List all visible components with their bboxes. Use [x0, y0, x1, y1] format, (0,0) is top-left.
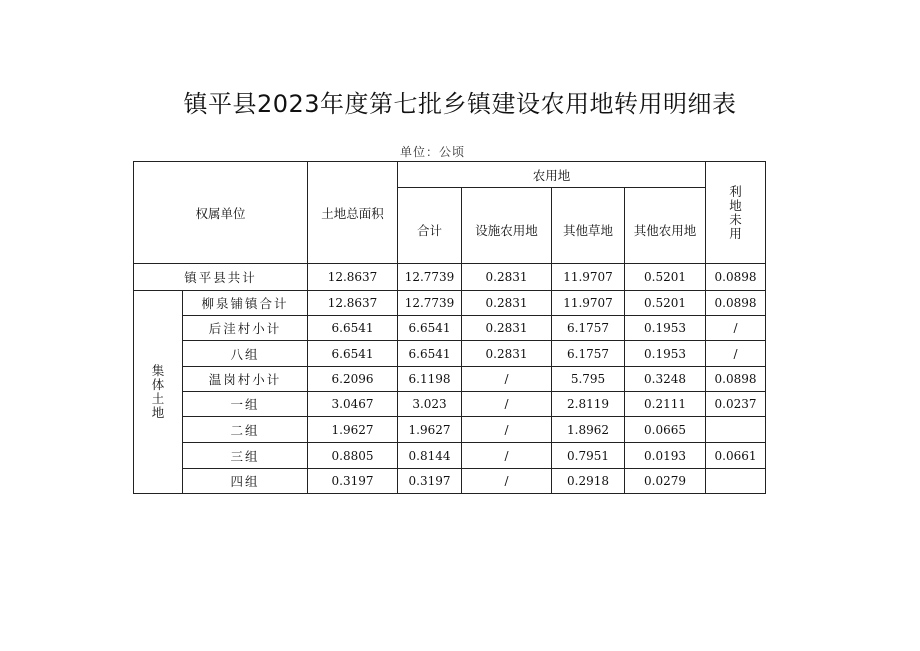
- collective-char: 土: [151, 391, 165, 406]
- table-cell: 0.0665: [625, 417, 706, 443]
- table-cell: /: [706, 341, 766, 367]
- table-cell: /: [462, 469, 552, 494]
- unit-label: 单位：公顷: [400, 145, 466, 159]
- header-facility-land: 设施农用地: [462, 188, 552, 264]
- table-cell: /: [462, 443, 552, 469]
- header-unused-char: 用: [729, 225, 742, 241]
- row-name: 温岗村小计: [183, 367, 308, 392]
- table-cell: 0.3197: [308, 469, 398, 494]
- table-cell: [706, 469, 766, 494]
- row-name: 二组: [183, 417, 308, 443]
- document-title: 镇平县2023年度第七批乡镇建设农用地转用明细表: [183, 90, 737, 118]
- total-row-cell: 0.0898: [706, 264, 766, 291]
- total-row-cell: 0.2831: [462, 264, 552, 291]
- table-cell: 0.2831: [462, 316, 552, 341]
- table-cell: 0.5201: [625, 291, 706, 316]
- table-cell: 1.8962: [552, 417, 625, 443]
- row-name: 八组: [183, 341, 308, 367]
- table-cell: 1.9627: [308, 417, 398, 443]
- collective-char: 体: [151, 377, 165, 392]
- table-cell: 0.0898: [706, 367, 766, 392]
- table-cell: 0.2831: [462, 341, 552, 367]
- row-name: 一组: [183, 392, 308, 417]
- table-cell: 0.2831: [462, 291, 552, 316]
- collective-char: 地: [151, 405, 165, 420]
- table-cell: 0.0237: [706, 392, 766, 417]
- header-unused-char: 地: [729, 197, 742, 213]
- total-row-cell: 12.8637: [308, 264, 398, 291]
- total-row-cell: 11.9707: [552, 264, 625, 291]
- table-cell: 0.1953: [625, 341, 706, 367]
- row-name: 三组: [183, 443, 308, 469]
- table-cell: 0.8144: [398, 443, 462, 469]
- table-cell: 0.1953: [625, 316, 706, 341]
- table-cell: 0.7951: [552, 443, 625, 469]
- table-cell: 6.1757: [552, 316, 625, 341]
- row-name: 后洼村小计: [183, 316, 308, 341]
- header-total-area: 土地总面积: [308, 162, 398, 264]
- total-row-cell: 12.7739: [398, 264, 462, 291]
- table-cell: 0.0193: [625, 443, 706, 469]
- table-cell: 0.2111: [625, 392, 706, 417]
- table-cell: 6.2096: [308, 367, 398, 392]
- row-name: 柳泉铺镇合计: [183, 291, 308, 316]
- collective-char: 集: [151, 363, 165, 378]
- table-cell: 12.8637: [308, 291, 398, 316]
- table-cell: /: [462, 417, 552, 443]
- header-unused-char: 未: [729, 211, 742, 227]
- table-cell: /: [462, 367, 552, 392]
- table-cell: 6.6541: [398, 316, 462, 341]
- table-cell: [706, 417, 766, 443]
- table-cell: 0.3197: [398, 469, 462, 494]
- header-unused-land: [706, 162, 766, 264]
- header-owner-unit: 权属单位: [134, 162, 308, 264]
- table-cell: 1.9627: [398, 417, 462, 443]
- total-row-cell: 0.5201: [625, 264, 706, 291]
- table-cell: /: [706, 316, 766, 341]
- table-cell: 6.6541: [398, 341, 462, 367]
- table-cell: 0.8805: [308, 443, 398, 469]
- table-cell: 6.6541: [308, 341, 398, 367]
- header-subtotal: 合计: [398, 188, 462, 264]
- table-cell: 0.3248: [625, 367, 706, 392]
- land-conversion-table: [133, 161, 766, 494]
- table-cell: 2.8119: [552, 392, 625, 417]
- table-cell: 12.7739: [398, 291, 462, 316]
- table-cell: 5.795: [552, 367, 625, 392]
- table-cell: 0.0279: [625, 469, 706, 494]
- header-agri-land: 农用地: [398, 162, 706, 188]
- table-cell: 6.6541: [308, 316, 398, 341]
- row-name: 四组: [183, 469, 308, 494]
- total-row-name: 镇平县共计: [134, 264, 308, 291]
- table-cell: 11.9707: [552, 291, 625, 316]
- table-cell: 6.1757: [552, 341, 625, 367]
- header-other-grass: 其他草地: [552, 188, 625, 264]
- header-other-agri: 其他农用地: [625, 188, 706, 264]
- table-cell: 6.1198: [398, 367, 462, 392]
- table-cell: 3.0467: [308, 392, 398, 417]
- table-cell: /: [462, 392, 552, 417]
- table-cell: 3.023: [398, 392, 462, 417]
- table-cell: 0.0661: [706, 443, 766, 469]
- collective-land-label: [134, 291, 183, 494]
- table-cell: 0.0898: [706, 291, 766, 316]
- header-unused-char: 利: [729, 183, 742, 199]
- table-cell: 0.2918: [552, 469, 625, 494]
